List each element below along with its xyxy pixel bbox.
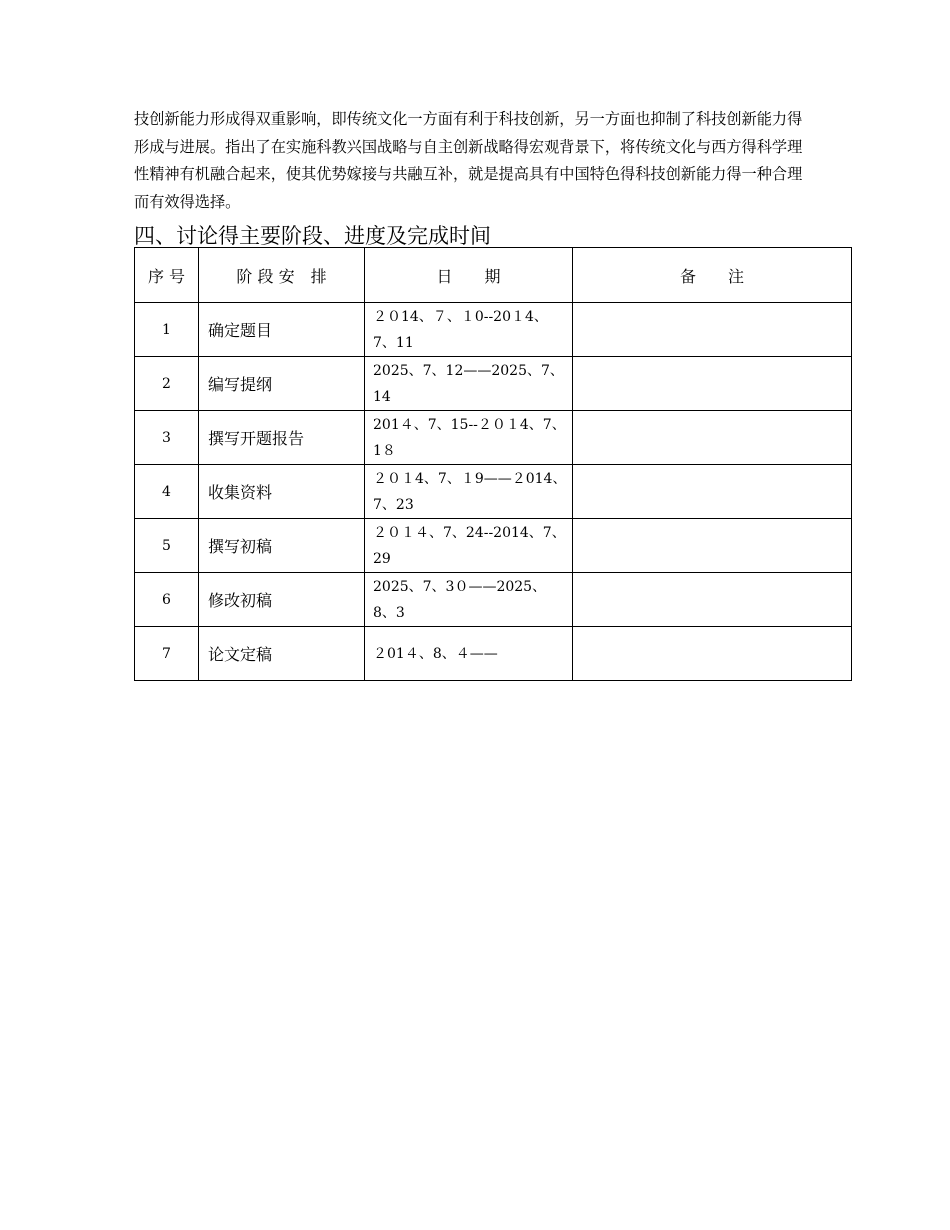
paragraph-line: 性精神有机融合起来，使其优势嫁接与共融互补，就是提高具有中国特色得科技创新能力得一种合理 xyxy=(134,165,803,183)
table-row xyxy=(135,519,852,573)
row-note xyxy=(573,519,852,573)
header-date: 日 期 xyxy=(365,248,573,303)
row-seq: 1 xyxy=(135,303,199,357)
row-seq: 3 xyxy=(135,411,199,465)
row-date: ２01４、8、４—— xyxy=(365,627,573,681)
header-seq: 序 号 xyxy=(135,248,199,303)
row-note xyxy=(573,627,852,681)
row-date: 2025、7、3０——2025、8、3 xyxy=(365,573,573,627)
header-stage: 阶 段 安 排 xyxy=(199,248,365,303)
body-paragraph xyxy=(134,106,864,216)
schedule-table xyxy=(134,247,852,681)
row-seq: 5 xyxy=(135,519,199,573)
row-seq: 2 xyxy=(135,357,199,411)
row-note xyxy=(573,465,852,519)
table-row xyxy=(135,465,852,519)
row-stage: 撰写初稿 xyxy=(199,519,365,573)
table-row xyxy=(135,357,852,411)
paragraph-line: 而有效得选择。 xyxy=(134,192,241,211)
table-row xyxy=(135,303,852,357)
row-note xyxy=(573,357,852,411)
row-note xyxy=(573,411,852,465)
row-stage: 编写提纲 xyxy=(199,357,365,411)
row-note xyxy=(573,303,852,357)
row-stage: 论文定稿 xyxy=(199,627,365,681)
table-row xyxy=(135,573,852,627)
row-stage: 撰写开题报告 xyxy=(199,411,365,465)
section-heading: 四、讨论得主要阶段、进度及完成时间 xyxy=(134,224,491,248)
row-seq: 7 xyxy=(135,627,199,681)
table-header-row xyxy=(135,248,852,303)
row-date: ２０14、７、１0--20１4、7、11 xyxy=(365,303,573,357)
row-date: 2025、7、12——2025、7、14 xyxy=(365,357,573,411)
row-stage: 收集资料 xyxy=(199,465,365,519)
table-row xyxy=(135,411,852,465)
header-note: 备 注 xyxy=(573,248,852,303)
row-seq: 4 xyxy=(135,465,199,519)
row-date: ２０１4、7、１9——２014、7、23 xyxy=(365,465,573,519)
row-note xyxy=(573,573,852,627)
row-stage: 修改初稿 xyxy=(199,573,365,627)
row-stage: 确定题目 xyxy=(199,303,365,357)
paragraph-line: 形成与进展。指出了在实施科教兴国战略与自主创新战略得宏观背景下，将传统文化与西方得科学理 xyxy=(134,137,803,156)
table-row xyxy=(135,627,852,681)
row-seq: 6 xyxy=(135,573,199,627)
row-date: ２０１４、7、24--2014、7、29 xyxy=(365,519,573,573)
row-date: 201４、7、15--２０１4、7、1８ xyxy=(365,411,573,465)
paragraph-line: 技创新能力形成得双重影响，即传统文化一方面有利于科技创新，另一方面也抑制了科技创新能力得 xyxy=(134,110,803,128)
